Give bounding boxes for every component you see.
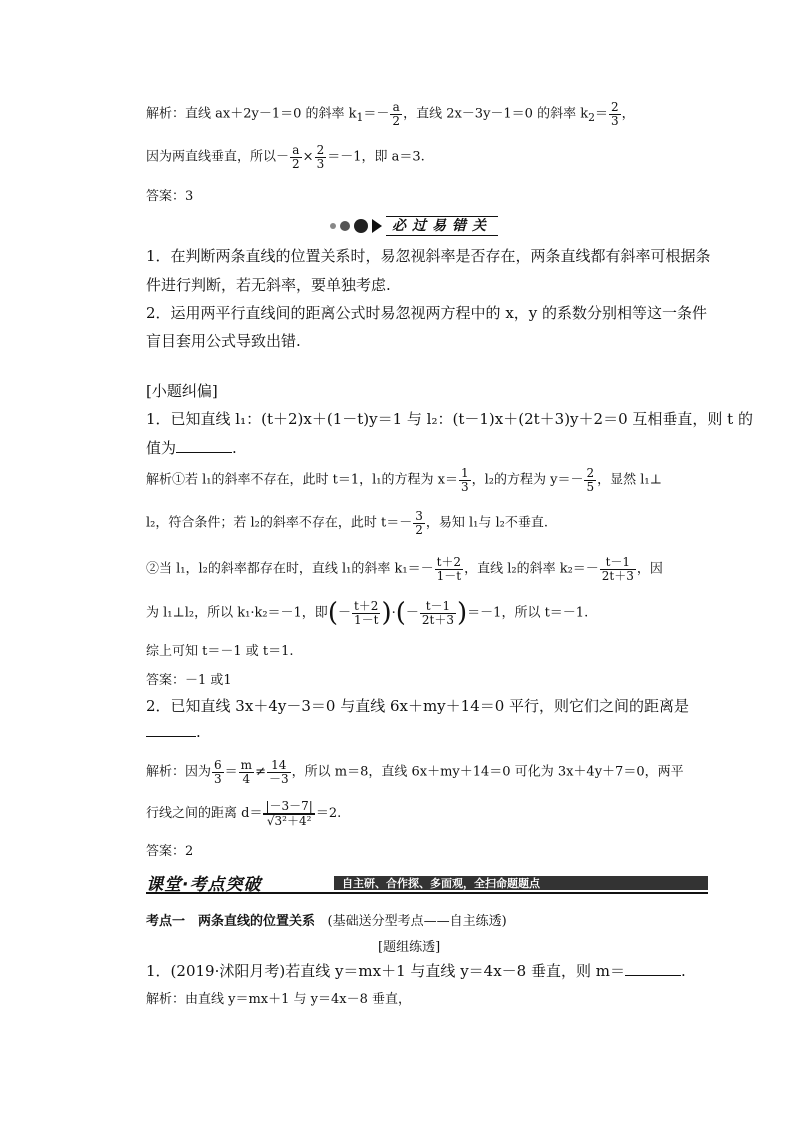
denominator: √3²＋4²: [263, 814, 314, 828]
dot-icon: [354, 219, 368, 233]
text: 为 l₁⊥l₂，所以 k₁·k₂＝－1，即: [146, 605, 328, 621]
denominator: 4: [242, 771, 251, 786]
quiz-sol1-l4: [146, 598, 588, 628]
denominator: 2t＋3: [421, 612, 455, 627]
quiz-q2-l1: 2．已知直线 3x＋4y－3＝0 与直线 6x＋my＋14＝0 平行，则它们之间的距离是: [146, 697, 690, 715]
quiz-q1-l1: 1．已知直线 l₁：(t＋2)x＋(1－t)y＝1 与 l₂：(t－1)x＋(2t＋3)y＋2＝0 互相垂直，则 t 的: [146, 410, 753, 428]
paren: ): [381, 598, 392, 628]
paren: (: [327, 598, 338, 628]
text: 解析①若 l₁的斜率不存在，此时 t＝1，l₁的方程为 x＝: [146, 472, 458, 488]
numerator: t＋2: [436, 555, 462, 569]
text: ＝－1，所以 t＝－1.: [467, 605, 589, 621]
numerator: 1: [460, 466, 469, 480]
denominator: －3: [268, 771, 289, 786]
text: 因为两直线垂直，所以－: [146, 149, 290, 165]
text: ·: [391, 605, 396, 621]
text: 2: [588, 111, 595, 125]
mistake-p2-l2: 盲目套用公式导致出错.: [146, 332, 301, 350]
denominator: 2t＋3: [601, 568, 634, 583]
section-title: 课堂·考点突破: [146, 875, 262, 895]
denominator: 3: [611, 113, 619, 128]
denominator: 5: [586, 479, 595, 494]
text: 解析：直线 ax＋2y－1＝0 的斜率 k: [146, 106, 357, 122]
group-header: [题组练透]: [378, 940, 441, 955]
fraction: [390, 101, 402, 127]
topic-note: (基础送分型考点——自主练透): [327, 914, 507, 929]
quiz-sol2-l2: [146, 800, 341, 827]
denominator: 2: [392, 113, 401, 128]
quiz-sol1-l2: [146, 510, 548, 536]
quiz-sol1-l5: 综上可知 t＝－1 或 t＝1.: [146, 644, 294, 659]
denominator: 3: [214, 771, 222, 786]
answer-blank: [176, 451, 232, 453]
text: ×: [302, 149, 314, 165]
text: l₂，符合条件；若 l₂的斜率不存在，此时 t＝－: [146, 515, 413, 531]
fraction: [435, 556, 463, 582]
fraction: [584, 467, 596, 493]
text: －: [337, 605, 351, 621]
denominator: 3: [460, 479, 469, 494]
text: .: [232, 439, 237, 457]
text: 行线之间的距离 d＝: [146, 806, 263, 822]
numerator: a: [390, 101, 402, 115]
denominator: 3: [316, 156, 325, 171]
dot-icon: [340, 221, 350, 231]
quiz-sol1-l1: [146, 467, 662, 493]
fraction: [315, 144, 327, 170]
numerator: a: [290, 144, 302, 158]
numerator: 2: [611, 100, 619, 114]
text: .: [680, 962, 686, 980]
mistake-p1-l1: 1．在判断两条直线的位置关系时，易忽视斜率是否存在，两条直线都有斜率可根据条: [146, 247, 711, 265]
mistake-p2-l1: 2．运用两平行直线间的距离公式时易忽视两方程中的 x，y 的系数分别相等这一条件: [146, 304, 708, 322]
answer-blank: [625, 974, 681, 976]
text: 解析：因为: [146, 764, 212, 780]
numerator: 2: [586, 466, 595, 480]
text: ＝: [595, 106, 609, 122]
text: ②当 l₁，l₂的斜率都存在时，直线 l₁的斜率 k₁＝－: [146, 561, 434, 577]
text: 1: [356, 111, 364, 125]
fraction: [459, 467, 471, 493]
numerator: t－1: [420, 600, 456, 614]
text: ＝2.: [315, 806, 342, 822]
topic-solution: 解析：由直线 y＝mx＋1 与 y＝4x－8 垂直，: [146, 992, 412, 1007]
text: ，易知 l₁与 l₂不垂直.: [425, 515, 549, 531]
numerator: 2: [316, 143, 325, 157]
mistake-banner-title: 必过易错关: [386, 216, 498, 236]
denominator: 2: [292, 156, 300, 171]
fraction: [600, 556, 636, 582]
fraction: [413, 510, 425, 536]
text: 值为: [146, 439, 177, 457]
fraction: [263, 800, 314, 827]
denominator: 2: [415, 522, 423, 537]
fraction: [352, 600, 380, 626]
text: ，: [621, 106, 635, 122]
numerator: t－1: [600, 556, 636, 570]
text: ＝: [224, 764, 238, 780]
answer-blank: [146, 735, 196, 737]
mistake-banner: [330, 216, 498, 236]
quiz-sol1-l3: [146, 556, 663, 582]
text: 1．(2019·沭阳月考)若直线 y＝mx＋1 与直线 y＝4x－8 垂直，则 m＝: [146, 962, 625, 980]
section-subtitle: 自主研、合作探、多面观，全扫命题题点: [342, 877, 540, 890]
dot-icon: [330, 223, 336, 229]
paren: ): [457, 598, 468, 628]
fraction: [239, 759, 254, 785]
text: ，因: [636, 561, 663, 577]
quiz-q1-l2: [146, 437, 237, 458]
section-bar: [146, 874, 708, 894]
topic-q1: [146, 960, 686, 981]
mistake-p1-l2: 件进行判断，若无斜率，要单独考虑.: [146, 276, 391, 294]
text: ，直线 l₂的斜率 k₂＝－: [464, 561, 599, 577]
answer-1: 答案：3: [146, 189, 194, 204]
numerator: 14: [267, 759, 291, 773]
text: ＝－: [363, 106, 390, 122]
quiz-answer-2: 答案：2: [146, 844, 194, 859]
numerator: m: [240, 758, 253, 772]
text: ＝－1，即 a＝3.: [327, 149, 425, 165]
fraction: [609, 101, 621, 127]
text: －: [405, 605, 419, 621]
text: ，直线 2x－3y－1＝0 的斜率 k: [403, 106, 589, 122]
fraction: [267, 759, 291, 785]
paren: (: [395, 598, 406, 628]
denominator: 1－t: [436, 568, 462, 583]
numerator: 3: [415, 509, 423, 523]
solution-line-2: [146, 144, 425, 170]
topic-title-line: [146, 910, 507, 929]
solution-line-1: [146, 101, 635, 127]
quiz-answer-1: 答案：－1 或1: [146, 673, 232, 688]
text: ，显然 l₁⊥: [597, 472, 662, 488]
arrow-icon: [372, 219, 382, 233]
text: ，l₂的方程为 y＝－: [471, 472, 584, 488]
text: ≠: [255, 764, 266, 780]
fraction: [212, 759, 224, 785]
numerator: t＋2: [353, 598, 379, 613]
quiz-sol2-l1: [146, 759, 684, 785]
fraction: [420, 600, 456, 626]
numerator: |－3－7|: [265, 799, 313, 813]
fraction: [290, 144, 302, 170]
text: .: [196, 723, 201, 741]
quiz-header: [小题纠偏]: [146, 382, 218, 400]
quiz-q2-l2: [146, 723, 201, 741]
numerator: 6: [214, 758, 222, 772]
denominator: 1－t: [353, 612, 379, 627]
text: ，所以 m＝8，直线 6x＋my＋14＝0 可化为 3x＋4y＋7＝0，两平: [291, 764, 684, 780]
topic-title: 考点一 两条直线的位置关系: [146, 914, 316, 929]
